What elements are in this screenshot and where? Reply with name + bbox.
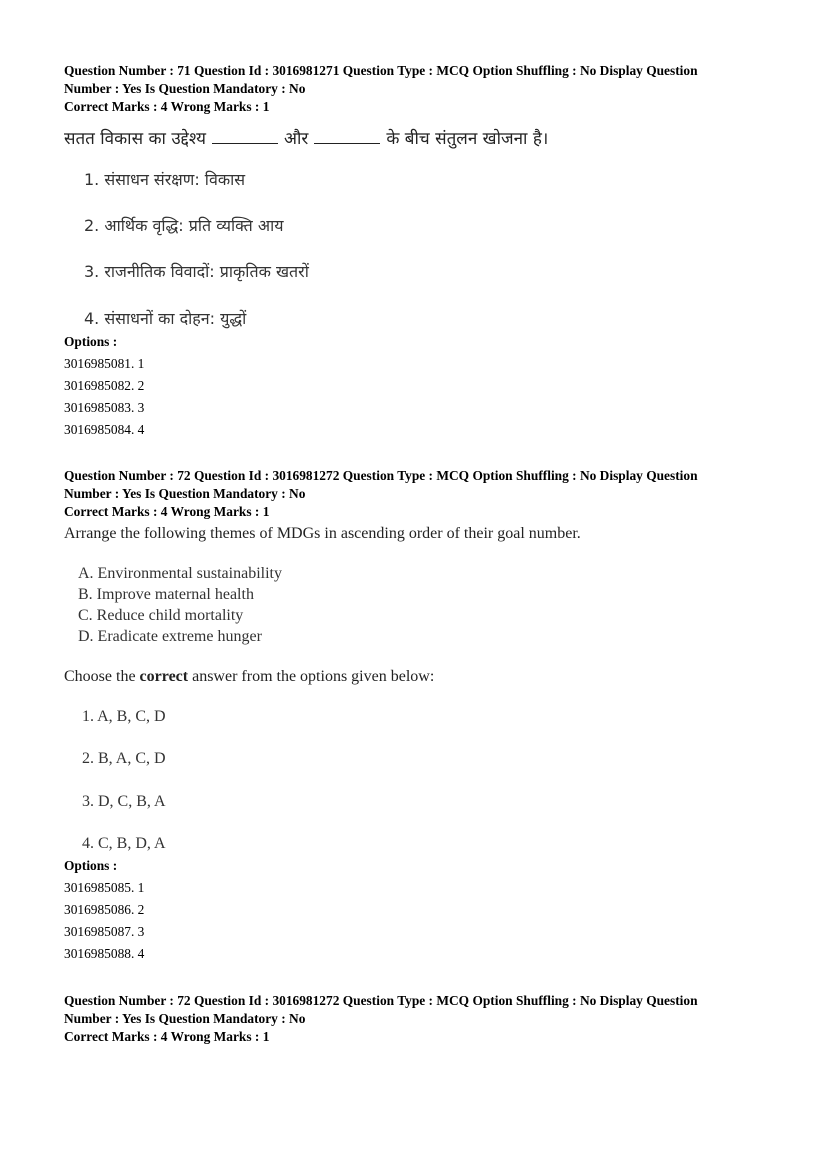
question-72-choice-2: 2. B, A, C, D xyxy=(82,750,166,767)
question-72b-meta-line2: Number : Yes Is Question Mandatory : No xyxy=(64,1011,306,1026)
question-71-choice-1: 1. संसाधन संरक्षण: विकास xyxy=(84,170,246,189)
question-72-choice-1: 1. A, B, C, D xyxy=(82,708,166,725)
question-71-choice-2: 2. आर्थिक वृद्धि: प्रति व्यक्ति आय xyxy=(84,216,284,235)
question-72-item-d: D. Eradicate extreme hunger xyxy=(78,628,262,645)
question-72-header xyxy=(64,467,784,521)
question-71-meta-line2: Number : Yes Is Question Mandatory : No xyxy=(64,81,306,96)
question-71-choice-4: 4. संसाधनों का दोहन: युद्धों xyxy=(84,309,247,328)
question-72-instruction: Choose the correct answer from the options given below: xyxy=(64,668,435,685)
question-72b-header xyxy=(64,992,784,1046)
question-71-option-id-1: 3016985081. 1 xyxy=(64,356,145,371)
question-72-meta-line1: Question Number : 72 Question Id : 3016981272 Question Type : MCQ Option Shuffling : No Display Question xyxy=(64,468,698,483)
question-72-option-id-2: 3016985086. 2 xyxy=(64,902,145,917)
question-72-statement: Arrange the following themes of MDGs in ascending order of their goal number. xyxy=(64,525,581,542)
question-72b-meta-line1: Question Number : 72 Question Id : 3016981272 Question Type : MCQ Option Shuffling : No Display Question xyxy=(64,993,698,1008)
question-71-option-id-2: 3016985082. 2 xyxy=(64,378,145,393)
question-72-choice-4: 4. C, B, D, A xyxy=(82,835,166,852)
question-72-item-c: C. Reduce child mortality xyxy=(78,607,244,624)
question-72b-marks: Correct Marks : 4 Wrong Marks : 1 xyxy=(64,1029,270,1044)
question-72-options-label: Options : xyxy=(64,858,118,873)
question-72-option-id-4: 3016985088. 4 xyxy=(64,946,145,961)
question-72-option-id-3: 3016985087. 3 xyxy=(64,924,145,939)
question-72-item-b: B. Improve maternal health xyxy=(78,586,254,603)
question-71-statement: सतत विकास का उद्देश्य और के बीच संतुलन खोजना है। xyxy=(64,129,549,149)
question-71-meta-line1: Question Number : 71 Question Id : 3016981271 Question Type : MCQ Option Shuffling : No Display Question xyxy=(64,63,698,78)
question-72-marks: Correct Marks : 4 Wrong Marks : 1 xyxy=(64,504,270,519)
question-72-option-id-1: 3016985085. 1 xyxy=(64,880,145,895)
question-72-meta-line2: Number : Yes Is Question Mandatory : No xyxy=(64,486,306,501)
question-72-item-a: A. Environmental sustainability xyxy=(78,565,282,582)
question-71-option-id-3: 3016985083. 3 xyxy=(64,400,145,415)
question-71-option-id-4: 3016985084. 4 xyxy=(64,422,145,437)
question-71-options-label: Options : xyxy=(64,334,118,349)
blank-2 xyxy=(314,143,380,144)
blank-1 xyxy=(212,143,278,144)
question-71-choice-3: 3. राजनीतिक विवादों: प्राकृतिक खतरों xyxy=(84,262,309,281)
question-71-header xyxy=(64,62,784,116)
question-72-choice-3: 3. D, C, B, A xyxy=(82,793,166,810)
question-71-marks: Correct Marks : 4 Wrong Marks : 1 xyxy=(64,99,270,114)
